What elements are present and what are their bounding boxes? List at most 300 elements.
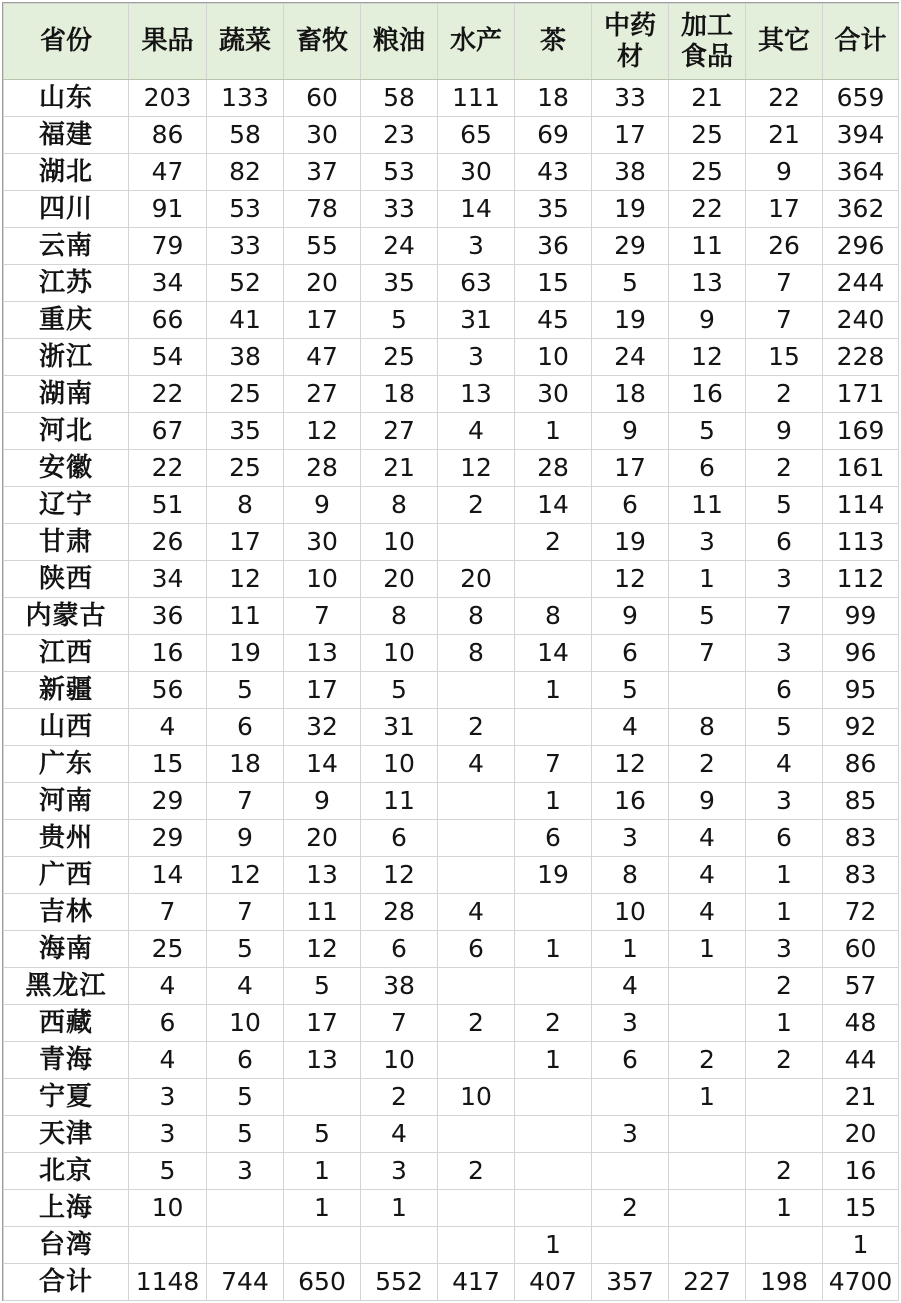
table-row xyxy=(4,635,899,672)
value-cell: 15 xyxy=(823,1190,899,1227)
value-cell xyxy=(438,1190,515,1227)
column-header: 畜牧 xyxy=(284,4,361,80)
value-cell: 1 xyxy=(746,857,823,894)
value-cell: 1 xyxy=(669,561,746,598)
value-cell: 3 xyxy=(592,1116,669,1153)
province-cell: 江苏 xyxy=(4,265,129,302)
value-cell: 17 xyxy=(284,672,361,709)
value-cell: 25 xyxy=(669,154,746,191)
table-row xyxy=(4,1042,899,1079)
value-cell: 171 xyxy=(823,376,899,413)
value-cell: 3 xyxy=(592,1005,669,1042)
province-cell: 陕西 xyxy=(4,561,129,598)
province-cell: 北京 xyxy=(4,1153,129,1190)
value-cell: 58 xyxy=(361,80,438,117)
value-cell xyxy=(592,1153,669,1190)
table-footer xyxy=(4,1264,899,1301)
value-cell: 15 xyxy=(515,265,592,302)
value-cell: 4 xyxy=(592,709,669,746)
value-cell: 38 xyxy=(361,968,438,1005)
value-cell: 1 xyxy=(361,1190,438,1227)
province-cell: 贵州 xyxy=(4,820,129,857)
value-cell: 4 xyxy=(669,894,746,931)
value-cell: 6 xyxy=(746,820,823,857)
table-row xyxy=(4,1005,899,1042)
table-row xyxy=(4,1116,899,1153)
value-cell: 14 xyxy=(129,857,207,894)
value-cell: 86 xyxy=(129,117,207,154)
value-cell: 17 xyxy=(592,450,669,487)
value-cell: 6 xyxy=(669,450,746,487)
value-cell: 85 xyxy=(823,783,899,820)
value-cell: 11 xyxy=(669,487,746,524)
value-cell: 6 xyxy=(438,931,515,968)
value-cell: 22 xyxy=(669,191,746,228)
value-cell: 19 xyxy=(207,635,284,672)
value-cell: 1 xyxy=(592,931,669,968)
value-cell: 9 xyxy=(592,413,669,450)
value-cell: 56 xyxy=(129,672,207,709)
value-cell xyxy=(515,968,592,1005)
table-row xyxy=(4,783,899,820)
value-cell: 3 xyxy=(746,561,823,598)
value-cell: 25 xyxy=(129,931,207,968)
province-cell: 内蒙古 xyxy=(4,598,129,635)
province-cell: 重庆 xyxy=(4,302,129,339)
province-cell: 天津 xyxy=(4,1116,129,1153)
value-cell: 23 xyxy=(361,117,438,154)
value-cell: 5 xyxy=(361,302,438,339)
value-cell: 51 xyxy=(129,487,207,524)
value-cell: 112 xyxy=(823,561,899,598)
value-cell: 31 xyxy=(361,709,438,746)
table-row xyxy=(4,376,899,413)
value-cell: 6 xyxy=(361,931,438,968)
table-row xyxy=(4,524,899,561)
value-cell: 20 xyxy=(284,265,361,302)
value-cell: 244 xyxy=(823,265,899,302)
value-cell xyxy=(438,1116,515,1153)
province-cell: 河北 xyxy=(4,413,129,450)
value-cell: 203 xyxy=(129,80,207,117)
value-cell: 20 xyxy=(361,561,438,598)
value-cell: 113 xyxy=(823,524,899,561)
value-cell: 60 xyxy=(823,931,899,968)
total-value-cell: 417 xyxy=(438,1264,515,1301)
value-cell: 45 xyxy=(515,302,592,339)
value-cell: 4 xyxy=(438,746,515,783)
value-cell: 30 xyxy=(515,376,592,413)
value-cell: 37 xyxy=(284,154,361,191)
value-cell: 53 xyxy=(207,191,284,228)
value-cell: 67 xyxy=(129,413,207,450)
value-cell: 2 xyxy=(746,968,823,1005)
value-cell: 4 xyxy=(129,1042,207,1079)
value-cell: 11 xyxy=(669,228,746,265)
value-cell: 44 xyxy=(823,1042,899,1079)
province-cell: 海南 xyxy=(4,931,129,968)
value-cell: 86 xyxy=(823,746,899,783)
value-cell: 10 xyxy=(361,635,438,672)
value-cell: 82 xyxy=(207,154,284,191)
value-cell: 362 xyxy=(823,191,899,228)
value-cell: 20 xyxy=(284,820,361,857)
value-cell: 9 xyxy=(669,302,746,339)
table-row xyxy=(4,1190,899,1227)
value-cell: 29 xyxy=(129,820,207,857)
value-cell: 7 xyxy=(746,302,823,339)
value-cell: 16 xyxy=(669,376,746,413)
province-category-table xyxy=(3,3,899,1301)
table-row xyxy=(4,154,899,191)
value-cell: 1 xyxy=(515,783,592,820)
value-cell: 3 xyxy=(438,339,515,376)
province-cell: 湖南 xyxy=(4,376,129,413)
value-cell: 12 xyxy=(592,746,669,783)
value-cell: 22 xyxy=(129,376,207,413)
value-cell: 5 xyxy=(207,672,284,709)
value-cell: 1 xyxy=(669,1079,746,1116)
value-cell: 5 xyxy=(207,931,284,968)
value-cell: 1 xyxy=(515,413,592,450)
value-cell: 1 xyxy=(284,1190,361,1227)
value-cell: 78 xyxy=(284,191,361,228)
value-cell: 12 xyxy=(284,931,361,968)
value-cell: 4 xyxy=(207,968,284,1005)
column-header: 水产 xyxy=(438,4,515,80)
value-cell: 92 xyxy=(823,709,899,746)
province-cell: 广东 xyxy=(4,746,129,783)
total-value-cell: 198 xyxy=(746,1264,823,1301)
value-cell: 5 xyxy=(207,1116,284,1153)
table-row xyxy=(4,968,899,1005)
value-cell: 7 xyxy=(284,598,361,635)
table-body xyxy=(4,80,899,1264)
value-cell: 6 xyxy=(515,820,592,857)
column-header: 加工食品 xyxy=(669,4,746,80)
table-row xyxy=(4,228,899,265)
value-cell: 18 xyxy=(361,376,438,413)
value-cell: 8 xyxy=(438,635,515,672)
value-cell xyxy=(669,1116,746,1153)
value-cell: 3 xyxy=(207,1153,284,1190)
value-cell: 36 xyxy=(129,598,207,635)
value-cell xyxy=(669,672,746,709)
header-row xyxy=(4,4,899,80)
value-cell: 5 xyxy=(669,413,746,450)
value-cell: 38 xyxy=(207,339,284,376)
value-cell: 228 xyxy=(823,339,899,376)
table-row xyxy=(4,561,899,598)
value-cell: 26 xyxy=(129,524,207,561)
value-cell: 161 xyxy=(823,450,899,487)
value-cell: 10 xyxy=(284,561,361,598)
value-cell: 5 xyxy=(207,1079,284,1116)
value-cell: 2 xyxy=(438,1153,515,1190)
table-row xyxy=(4,672,899,709)
value-cell xyxy=(207,1227,284,1264)
value-cell: 28 xyxy=(284,450,361,487)
value-cell: 6 xyxy=(592,1042,669,1079)
value-cell: 35 xyxy=(515,191,592,228)
value-cell: 11 xyxy=(207,598,284,635)
column-header: 中药材 xyxy=(592,4,669,80)
value-cell: 3 xyxy=(361,1153,438,1190)
value-cell: 7 xyxy=(669,635,746,672)
value-cell: 10 xyxy=(592,894,669,931)
table-row xyxy=(4,117,899,154)
value-cell: 18 xyxy=(515,80,592,117)
value-cell: 52 xyxy=(207,265,284,302)
value-cell: 1 xyxy=(515,931,592,968)
value-cell xyxy=(669,1190,746,1227)
value-cell: 8 xyxy=(669,709,746,746)
table-row xyxy=(4,1227,899,1264)
total-value-cell: 744 xyxy=(207,1264,284,1301)
value-cell: 20 xyxy=(823,1116,899,1153)
data-table-container xyxy=(2,2,899,1301)
value-cell: 12 xyxy=(207,857,284,894)
value-cell xyxy=(746,1079,823,1116)
value-cell: 25 xyxy=(361,339,438,376)
value-cell: 9 xyxy=(592,598,669,635)
column-header: 粮油 xyxy=(361,4,438,80)
value-cell: 14 xyxy=(284,746,361,783)
value-cell xyxy=(669,1153,746,1190)
value-cell: 5 xyxy=(592,672,669,709)
value-cell: 83 xyxy=(823,820,899,857)
value-cell: 13 xyxy=(438,376,515,413)
value-cell: 9 xyxy=(746,413,823,450)
value-cell: 5 xyxy=(669,598,746,635)
value-cell: 5 xyxy=(284,1116,361,1153)
value-cell xyxy=(207,1190,284,1227)
value-cell: 28 xyxy=(361,894,438,931)
value-cell xyxy=(669,968,746,1005)
value-cell: 1 xyxy=(669,931,746,968)
value-cell: 5 xyxy=(129,1153,207,1190)
value-cell: 7 xyxy=(129,894,207,931)
total-value-cell: 650 xyxy=(284,1264,361,1301)
value-cell: 1 xyxy=(746,894,823,931)
value-cell: 3 xyxy=(669,524,746,561)
value-cell: 12 xyxy=(438,450,515,487)
value-cell: 2 xyxy=(438,709,515,746)
value-cell: 17 xyxy=(746,191,823,228)
table-row xyxy=(4,931,899,968)
value-cell: 4 xyxy=(438,894,515,931)
table-row xyxy=(4,1153,899,1190)
value-cell: 91 xyxy=(129,191,207,228)
value-cell: 5 xyxy=(592,265,669,302)
value-cell: 38 xyxy=(592,154,669,191)
value-cell: 2 xyxy=(746,1042,823,1079)
table-row xyxy=(4,80,899,117)
value-cell: 60 xyxy=(284,80,361,117)
value-cell: 47 xyxy=(284,339,361,376)
value-cell: 1 xyxy=(515,1042,592,1079)
value-cell: 2 xyxy=(746,376,823,413)
value-cell: 5 xyxy=(746,487,823,524)
province-cell: 湖北 xyxy=(4,154,129,191)
value-cell: 41 xyxy=(207,302,284,339)
value-cell: 34 xyxy=(129,265,207,302)
value-cell: 7 xyxy=(207,783,284,820)
province-cell: 福建 xyxy=(4,117,129,154)
value-cell: 1 xyxy=(284,1153,361,1190)
value-cell: 17 xyxy=(207,524,284,561)
value-cell: 10 xyxy=(438,1079,515,1116)
value-cell: 8 xyxy=(592,857,669,894)
value-cell: 6 xyxy=(207,1042,284,1079)
value-cell: 8 xyxy=(438,598,515,635)
table-row xyxy=(4,746,899,783)
value-cell: 12 xyxy=(361,857,438,894)
value-cell: 16 xyxy=(592,783,669,820)
value-cell xyxy=(746,1227,823,1264)
value-cell: 1 xyxy=(823,1227,899,1264)
value-cell: 1 xyxy=(515,672,592,709)
value-cell: 20 xyxy=(438,561,515,598)
value-cell: 240 xyxy=(823,302,899,339)
value-cell: 3 xyxy=(746,635,823,672)
value-cell: 35 xyxy=(207,413,284,450)
value-cell: 24 xyxy=(592,339,669,376)
total-value-cell: 552 xyxy=(361,1264,438,1301)
value-cell: 2 xyxy=(515,1005,592,1042)
value-cell xyxy=(515,894,592,931)
total-value-cell: 357 xyxy=(592,1264,669,1301)
value-cell: 43 xyxy=(515,154,592,191)
value-cell: 13 xyxy=(284,1042,361,1079)
value-cell: 4 xyxy=(592,968,669,1005)
value-cell: 8 xyxy=(515,598,592,635)
province-cell: 江西 xyxy=(4,635,129,672)
value-cell: 21 xyxy=(823,1079,899,1116)
value-cell: 11 xyxy=(284,894,361,931)
value-cell: 4 xyxy=(129,968,207,1005)
value-cell: 3 xyxy=(746,931,823,968)
column-header: 省份 xyxy=(4,4,129,80)
value-cell: 8 xyxy=(207,487,284,524)
value-cell: 3 xyxy=(438,228,515,265)
value-cell xyxy=(361,1227,438,1264)
value-cell: 9 xyxy=(284,783,361,820)
province-cell: 青海 xyxy=(4,1042,129,1079)
value-cell: 83 xyxy=(823,857,899,894)
value-cell xyxy=(515,1153,592,1190)
value-cell: 7 xyxy=(746,265,823,302)
value-cell: 7 xyxy=(515,746,592,783)
value-cell: 4 xyxy=(438,413,515,450)
value-cell: 111 xyxy=(438,80,515,117)
value-cell: 2 xyxy=(592,1190,669,1227)
value-cell: 22 xyxy=(746,80,823,117)
table-row xyxy=(4,191,899,228)
value-cell: 35 xyxy=(361,265,438,302)
table-row xyxy=(4,302,899,339)
column-header: 蔬菜 xyxy=(207,4,284,80)
value-cell: 4 xyxy=(746,746,823,783)
value-cell: 11 xyxy=(361,783,438,820)
table-row xyxy=(4,265,899,302)
value-cell: 29 xyxy=(592,228,669,265)
table-row xyxy=(4,413,899,450)
value-cell xyxy=(438,820,515,857)
value-cell: 15 xyxy=(129,746,207,783)
province-cell: 广西 xyxy=(4,857,129,894)
province-cell: 云南 xyxy=(4,228,129,265)
value-cell: 95 xyxy=(823,672,899,709)
value-cell xyxy=(438,1042,515,1079)
province-cell: 四川 xyxy=(4,191,129,228)
table-row xyxy=(4,820,899,857)
value-cell: 19 xyxy=(592,302,669,339)
value-cell: 21 xyxy=(746,117,823,154)
value-cell: 13 xyxy=(669,265,746,302)
province-cell: 甘肃 xyxy=(4,524,129,561)
province-cell: 辽宁 xyxy=(4,487,129,524)
value-cell: 133 xyxy=(207,80,284,117)
value-cell: 48 xyxy=(823,1005,899,1042)
value-cell: 16 xyxy=(129,635,207,672)
value-cell xyxy=(515,709,592,746)
value-cell: 10 xyxy=(361,1042,438,1079)
value-cell: 659 xyxy=(823,80,899,117)
value-cell: 10 xyxy=(207,1005,284,1042)
value-cell: 12 xyxy=(669,339,746,376)
value-cell: 3 xyxy=(592,820,669,857)
value-cell: 9 xyxy=(284,487,361,524)
value-cell: 54 xyxy=(129,339,207,376)
column-header: 茶 xyxy=(515,4,592,80)
value-cell: 6 xyxy=(746,672,823,709)
value-cell xyxy=(515,1190,592,1227)
table-row xyxy=(4,1079,899,1116)
value-cell: 2 xyxy=(361,1079,438,1116)
value-cell: 12 xyxy=(207,561,284,598)
value-cell: 394 xyxy=(823,117,899,154)
value-cell: 5 xyxy=(746,709,823,746)
value-cell: 31 xyxy=(438,302,515,339)
table-row xyxy=(4,709,899,746)
value-cell: 1 xyxy=(746,1190,823,1227)
value-cell xyxy=(438,672,515,709)
value-cell: 18 xyxy=(207,746,284,783)
column-header: 果品 xyxy=(129,4,207,80)
value-cell: 3 xyxy=(129,1079,207,1116)
value-cell: 27 xyxy=(361,413,438,450)
value-cell: 16 xyxy=(823,1153,899,1190)
value-cell: 17 xyxy=(592,117,669,154)
value-cell xyxy=(592,1227,669,1264)
province-cell: 台湾 xyxy=(4,1227,129,1264)
value-cell: 18 xyxy=(592,376,669,413)
column-header: 合计 xyxy=(823,4,899,80)
value-cell: 29 xyxy=(129,783,207,820)
total-value-cell: 1148 xyxy=(129,1264,207,1301)
value-cell: 12 xyxy=(592,561,669,598)
value-cell: 2 xyxy=(746,450,823,487)
value-cell: 63 xyxy=(438,265,515,302)
value-cell: 6 xyxy=(361,820,438,857)
value-cell: 6 xyxy=(746,524,823,561)
table-row xyxy=(4,857,899,894)
value-cell xyxy=(284,1079,361,1116)
table-row xyxy=(4,339,899,376)
value-cell: 2 xyxy=(515,524,592,561)
table-header xyxy=(4,4,899,80)
